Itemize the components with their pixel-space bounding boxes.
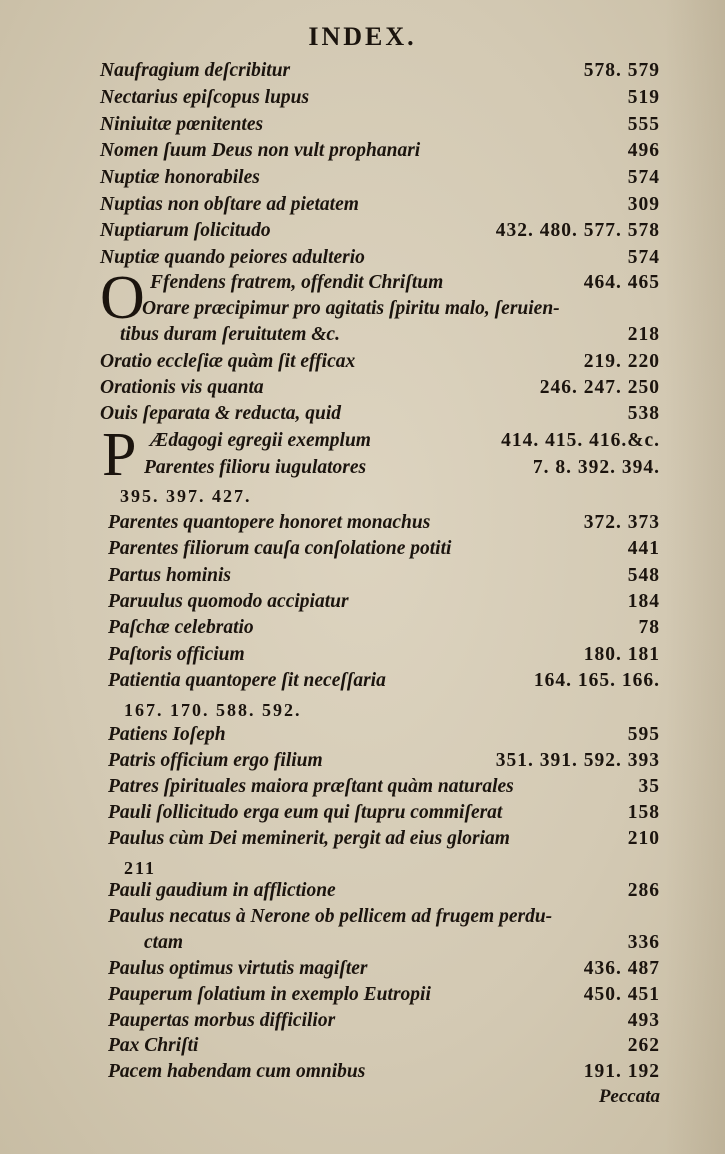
- entry-pages: 286: [627, 880, 660, 901]
- index-entry: [100, 138, 660, 164]
- entry-pages: 184: [627, 591, 660, 612]
- entry-pages: 218: [627, 324, 660, 345]
- index-entry: [100, 245, 660, 271]
- entry-pages: 414. 415. 416.&c.: [501, 430, 660, 451]
- index-entry: [150, 270, 660, 296]
- entry-text: Nuptias non obſtare ad pietatem: [100, 194, 359, 215]
- entry-text: Parentes quantopere honoret monachus: [108, 512, 431, 533]
- page-fold-shadow: [665, 0, 725, 1154]
- entry-pages: 336: [627, 932, 660, 953]
- entry-pages: 493: [627, 1010, 660, 1031]
- index-entry: [108, 982, 660, 1008]
- entry-text: Naufragium deſcribitur: [100, 60, 291, 81]
- entry-pages: 219. 220: [583, 351, 660, 372]
- entry-text: Niniuitæ pœnitentes: [100, 114, 264, 135]
- entry-continuation: 395. 397. 427.: [120, 486, 252, 506]
- entry-text: Nectarius epiſcopus lupus: [100, 87, 310, 108]
- entry-text: Patiens Ioſeph: [108, 724, 226, 745]
- index-entry: [108, 536, 660, 562]
- entry-pages: 441: [627, 538, 660, 559]
- entry-text: Pauli ſollicitudo erga eum qui ſtupru commiſerat: [108, 802, 503, 823]
- entry-text: Orationis vis quanta: [100, 377, 264, 398]
- index-entry: [108, 800, 660, 826]
- entry-pages: 432. 480. 577. 578: [495, 220, 660, 241]
- entry-pages: 450. 451: [583, 984, 660, 1005]
- entry-pages: 595: [627, 724, 660, 745]
- entry-pages: 574: [627, 247, 660, 268]
- entry-text: Paupertas morbus difficilior: [108, 1010, 336, 1031]
- entry-pages: 436. 487: [583, 958, 660, 979]
- entry-pages: 191. 192: [583, 1061, 660, 1082]
- entry-pages: 548: [627, 565, 660, 586]
- entry-pages: 309: [627, 194, 660, 215]
- entry-text: Ouis ſeparata & reducta, quid: [100, 403, 342, 424]
- index-entry: [108, 668, 660, 694]
- entry-text: Partus hominis: [108, 565, 232, 586]
- entry-pages: 351. 391. 592. 393: [495, 750, 660, 771]
- entry-text: Nuptiarum ſolicitudo: [100, 220, 271, 241]
- entry-pages: 519: [627, 87, 660, 108]
- entry-pages: 210: [627, 828, 660, 849]
- entry-pages: 246. 247. 250: [539, 377, 660, 398]
- index-entry: [108, 748, 660, 774]
- entry-pages: 372. 373: [583, 512, 660, 533]
- entry-text: Paulus cùm Dei meminerit, pergit ad eius gloriam: [108, 828, 510, 849]
- index-entry: [108, 563, 660, 589]
- entry-continuation: 211: [124, 858, 157, 878]
- index-entry: [100, 165, 660, 191]
- drop-initial-p: P: [102, 421, 137, 489]
- entry-pages: 158: [627, 802, 660, 823]
- entry-pages: 164. 165. 166.: [533, 670, 660, 691]
- index-entry: [100, 349, 660, 375]
- index-entry: [108, 722, 660, 748]
- entry-pages: 578. 579: [583, 60, 660, 81]
- entry-pages: 35: [638, 776, 660, 797]
- entry-pages: 7. 8. 392. 394.: [532, 457, 660, 478]
- index-entry: [108, 615, 660, 641]
- entry-pages: 538: [627, 403, 660, 424]
- entry-pages: 78: [638, 617, 660, 638]
- entry-text: Patres ſpirituales maiora præſtant quàm naturales: [108, 776, 514, 797]
- entry-continuation: 167. 170. 588. 592.: [124, 700, 302, 720]
- index-entry: [100, 58, 660, 84]
- index-entry: [108, 826, 660, 852]
- entry-text: Patris officium ergo filium: [108, 750, 323, 771]
- entry-pages: 555: [627, 114, 660, 135]
- entry-text: Ffendens fratrem, offendit Chriſtum: [150, 272, 444, 293]
- page-header: INDEX.: [308, 22, 417, 51]
- entry-text: Pax Chriſti: [108, 1035, 199, 1056]
- entry-text: Pauli gaudium in afflictione: [108, 880, 336, 901]
- index-entry: [108, 1008, 660, 1034]
- index-entry: [108, 904, 660, 930]
- index-entry: [144, 455, 660, 481]
- entry-text: ctam: [144, 932, 183, 953]
- entry-text: Paruulus quomodo accipiatur: [108, 591, 349, 612]
- index-entry: [108, 589, 660, 615]
- entry-pages: 574: [627, 167, 660, 188]
- entry-text: Nomen ſuum Deus non vult prophanari: [100, 140, 421, 161]
- entry-text: Paulus optimus virtutis magiſter: [108, 958, 368, 979]
- index-entry: [144, 930, 660, 956]
- index-entry: [100, 375, 660, 401]
- index-entry: [108, 642, 660, 668]
- entry-text: Parentes filioru iugulatores: [144, 457, 367, 478]
- index-entry: [108, 1033, 660, 1059]
- index-entry: [142, 296, 660, 322]
- entry-text: Nuptiæ honorabiles: [100, 167, 260, 188]
- index-entry: [100, 85, 660, 111]
- entry-text: Patientia quantopere ſit neceſſaria: [108, 670, 386, 691]
- entry-text: tibus duram ſeruitutem &c.: [120, 324, 340, 345]
- entry-text: Paſtoris officium: [108, 644, 245, 665]
- index-entry: [108, 510, 660, 536]
- entry-text: Parentes filiorum cauſa conſolatione potiti: [108, 538, 452, 559]
- entry-text: Pacem habendam cum omnibus: [108, 1061, 366, 1082]
- entry-pages: 262: [627, 1035, 660, 1056]
- entry-pages: 180. 181: [583, 644, 660, 665]
- entry-text: Orare præcipimur pro agitatis ſpiritu malo, ſeruien-: [142, 298, 560, 319]
- index-entry: [120, 322, 660, 348]
- entry-text: Paulus necatus à Nerone ob pellicem ad frugem perdu-: [108, 906, 553, 927]
- entry-pages: 496: [627, 140, 660, 161]
- entry-pages: 464. 465: [583, 272, 660, 293]
- index-entry: [108, 878, 660, 904]
- entry-text: Nuptiæ quando peiores adulterio: [100, 247, 365, 268]
- index-entry: [108, 774, 660, 800]
- index-entry: [100, 218, 660, 244]
- catchword: Peccata: [598, 1086, 660, 1107]
- index-entry: [100, 112, 660, 138]
- entry-text: Pauperum ſolatium in exemplo Eutropii: [108, 984, 431, 1005]
- index-entry: [100, 192, 660, 218]
- index-entry: [100, 401, 660, 427]
- entry-text: Oratio eccleſiæ quàm ſit efficax: [100, 351, 356, 372]
- entry-text: Paſchæ celebratio: [108, 617, 254, 638]
- index-entry: [108, 956, 660, 982]
- entry-text: Ædagogi egregii exemplum: [150, 430, 371, 451]
- drop-initial-o: O: [100, 264, 145, 332]
- index-entry: [108, 1059, 660, 1085]
- index-entry: [150, 428, 660, 454]
